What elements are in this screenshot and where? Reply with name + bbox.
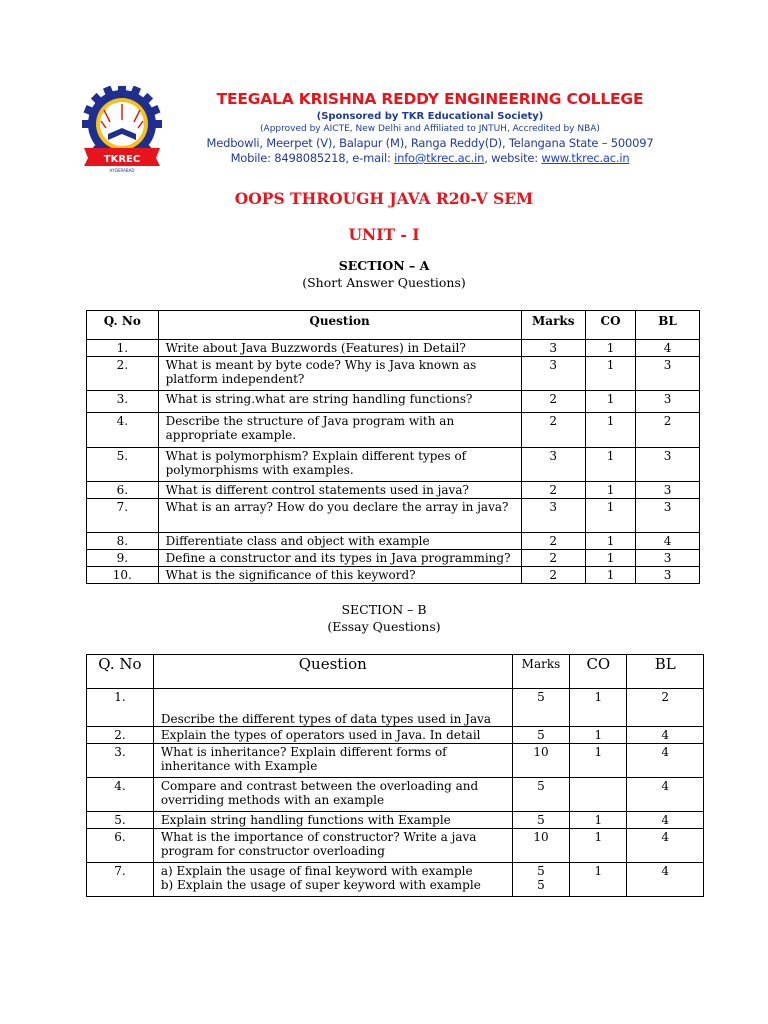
- marks-cell: 3: [521, 499, 585, 533]
- email-link[interactable]: info@tkrec.ac.in: [394, 151, 485, 165]
- co-cell: 1: [585, 482, 635, 499]
- table-row: [87, 482, 700, 499]
- bl-cell: 4: [627, 727, 704, 744]
- col-qno: Q. No: [87, 655, 154, 689]
- qno-cell: 3.: [87, 391, 159, 413]
- question-part-b: b) Explain the usage of super keyword with example: [160, 878, 481, 892]
- marks-cell: 10: [512, 744, 570, 778]
- table-row: [87, 727, 704, 744]
- bl-cell: 2: [627, 689, 704, 727]
- marks-cell: 5: [512, 689, 570, 727]
- qno-cell: 6.: [87, 829, 154, 863]
- sponsor-line: (Sponsored by TKR Educational Society): [316, 111, 544, 122]
- co-cell: 1: [585, 567, 635, 584]
- col-qno: Q. No: [87, 311, 159, 340]
- marks-cell: 2: [521, 413, 585, 448]
- table-row: [87, 533, 700, 550]
- table-row: [87, 448, 700, 482]
- marks-cell: [512, 863, 570, 897]
- bl-cell: 4: [627, 812, 704, 829]
- bl-cell: 3: [636, 550, 700, 567]
- question-cell: [153, 863, 512, 897]
- question-cell: Explain string handling functions with Example: [153, 812, 512, 829]
- marks-cell: 2: [521, 533, 585, 550]
- qno-cell: 2.: [87, 357, 159, 391]
- qno-cell: 1.: [87, 340, 159, 357]
- section-a-title: SECTION – A: [338, 258, 430, 273]
- marks-cell: 5: [512, 727, 570, 744]
- table-row: [87, 499, 700, 533]
- col-marks: Marks: [512, 655, 570, 689]
- section-b-subtitle: (Essay Questions): [327, 619, 441, 634]
- table-row: [87, 863, 704, 897]
- question-cell: Differentiate class and object with example: [158, 533, 521, 550]
- co-cell: 1: [585, 357, 635, 391]
- contact-prefix: Mobile: 8498085218, e-mail:: [230, 151, 395, 165]
- logo-subtext: HYDERABAD: [109, 168, 135, 173]
- qno-cell: 8.: [87, 533, 159, 550]
- bl-cell: 4: [636, 340, 700, 357]
- question-cell: Define a constructor and its types in Java programming?: [158, 550, 521, 567]
- marks-cell: 3: [521, 448, 585, 482]
- marks-cell: 2: [521, 550, 585, 567]
- table-header-row: [87, 655, 704, 689]
- approval-line: (Approved by AICTE, New Delhi and Affiliated to JNTUH, Accredited by NBA): [260, 124, 600, 134]
- col-question: Question: [153, 655, 512, 689]
- contact-line: [170, 151, 690, 165]
- section-a-heading: [0, 257, 768, 291]
- table-row: [87, 829, 704, 863]
- bl-cell: 4: [636, 533, 700, 550]
- college-header: [80, 86, 700, 176]
- contact-mid: , website:: [484, 151, 542, 165]
- marks-cell: 2: [521, 567, 585, 584]
- marks-cell: 5: [512, 812, 570, 829]
- table-row: [87, 778, 704, 812]
- table-row: [87, 391, 700, 413]
- table-row: [87, 550, 700, 567]
- col-bl: BL: [636, 311, 700, 340]
- college-logo: [80, 86, 164, 176]
- college-name: TEEGALA KRISHNA REDDY ENGINEERING COLLEGE: [216, 90, 644, 108]
- table-row: [87, 812, 704, 829]
- question-cell: Compare and contrast between the overloading and overriding methods with an example: [153, 778, 512, 812]
- section-b-title: SECTION – B: [341, 602, 427, 617]
- col-bl: BL: [627, 655, 704, 689]
- question-part-a: a) Explain the usage of final keyword with example: [160, 864, 473, 878]
- table-row: [87, 689, 704, 727]
- question-cell: What is different control statements used in java?: [158, 482, 521, 499]
- co-cell: 1: [570, 829, 627, 863]
- bl-cell: 3: [636, 567, 700, 584]
- qno-cell: 3.: [87, 744, 154, 778]
- marks-cell: 3: [521, 340, 585, 357]
- co-cell: 1: [585, 413, 635, 448]
- table-header-row: [87, 311, 700, 340]
- bl-cell: 4: [627, 778, 704, 812]
- question-cell: What is string.what are string handling functions?: [158, 391, 521, 413]
- qno-cell: 4.: [87, 778, 154, 812]
- co-cell: 1: [585, 340, 635, 357]
- marks-cell: 10: [512, 829, 570, 863]
- question-cell: What is an array? How do you declare the array in java?: [158, 499, 521, 533]
- co-cell: 1: [585, 391, 635, 413]
- marks-cell: 2: [521, 391, 585, 413]
- qno-cell: 7.: [87, 499, 159, 533]
- marks-part-a: 5: [537, 864, 545, 878]
- co-cell: 1: [570, 727, 627, 744]
- qno-cell: 6.: [87, 482, 159, 499]
- table-row: [87, 744, 704, 778]
- marks-cell: 3: [521, 357, 585, 391]
- qno-cell: 1.: [87, 689, 154, 727]
- table-row: [87, 357, 700, 391]
- qno-cell: 9.: [87, 550, 159, 567]
- question-cell: What is the significance of this keyword?: [158, 567, 521, 584]
- table-row: [87, 413, 700, 448]
- bl-cell: 4: [627, 863, 704, 897]
- co-cell: 1: [570, 744, 627, 778]
- bl-cell: 4: [627, 744, 704, 778]
- bl-cell: 2: [636, 413, 700, 448]
- question-cell: Write about Java Buzzwords (Features) in Detail?: [158, 340, 521, 357]
- bl-cell: 3: [636, 391, 700, 413]
- col-question: Question: [158, 311, 521, 340]
- qno-cell: 7.: [87, 863, 154, 897]
- co-cell: 1: [570, 863, 627, 897]
- table-row: [87, 340, 700, 357]
- co-cell: 1: [570, 689, 627, 727]
- question-cell: What is the importance of constructor? Write a java program for constructor overloading: [153, 829, 512, 863]
- table-row: [87, 567, 700, 584]
- col-co: CO: [585, 311, 635, 340]
- section-b-table: [86, 654, 704, 897]
- marks-cell: 5: [512, 778, 570, 812]
- qno-cell: 10.: [87, 567, 159, 584]
- section-a-table: [86, 310, 700, 584]
- college-info: [170, 86, 690, 165]
- course-title: OOPS THROUGH JAVA R20-V SEM: [234, 189, 534, 208]
- unit-title: UNIT - I: [348, 225, 420, 244]
- qno-cell: 5.: [87, 812, 154, 829]
- co-cell: [570, 778, 627, 812]
- qno-cell: 2.: [87, 727, 154, 744]
- marks-part-b: 5: [537, 878, 545, 892]
- question-cell: What is polymorphism? Explain different types of polymorphisms with examples.: [158, 448, 521, 482]
- logo-text: TKREC: [103, 154, 141, 165]
- bl-cell: 3: [636, 482, 700, 499]
- question-cell: Describe the structure of Java program with an appropriate example.: [158, 413, 521, 448]
- address-line: Medbowli, Meerpet (V), Balapur (M), Ranga Reddy(D), Telangana State – 500097: [206, 136, 654, 150]
- question-cell: Explain the types of operators used in Java. In detail: [153, 727, 512, 744]
- question-cell: What is meant by byte code? Why is Java known as platform independent?: [158, 357, 521, 391]
- website-link[interactable]: www.tkrec.ac.in: [541, 151, 630, 165]
- co-cell: 1: [585, 550, 635, 567]
- bl-cell: 3: [636, 357, 700, 391]
- col-co: CO: [570, 655, 627, 689]
- co-cell: 1: [585, 533, 635, 550]
- section-b-heading: [0, 601, 768, 635]
- qno-cell: 4.: [87, 413, 159, 448]
- question-cell: What is inheritance? Explain different forms of inheritance with Example: [153, 744, 512, 778]
- section-a-subtitle: (Short Answer Questions): [302, 275, 466, 290]
- bl-cell: 3: [636, 499, 700, 533]
- marks-cell: 2: [521, 482, 585, 499]
- bl-cell: 3: [636, 448, 700, 482]
- qno-cell: 5.: [87, 448, 159, 482]
- co-cell: 1: [570, 812, 627, 829]
- col-marks: Marks: [521, 311, 585, 340]
- co-cell: 1: [585, 448, 635, 482]
- bl-cell: 4: [627, 829, 704, 863]
- question-cell: Describe the different types of data types used in Java: [153, 689, 512, 727]
- co-cell: 1: [585, 499, 635, 533]
